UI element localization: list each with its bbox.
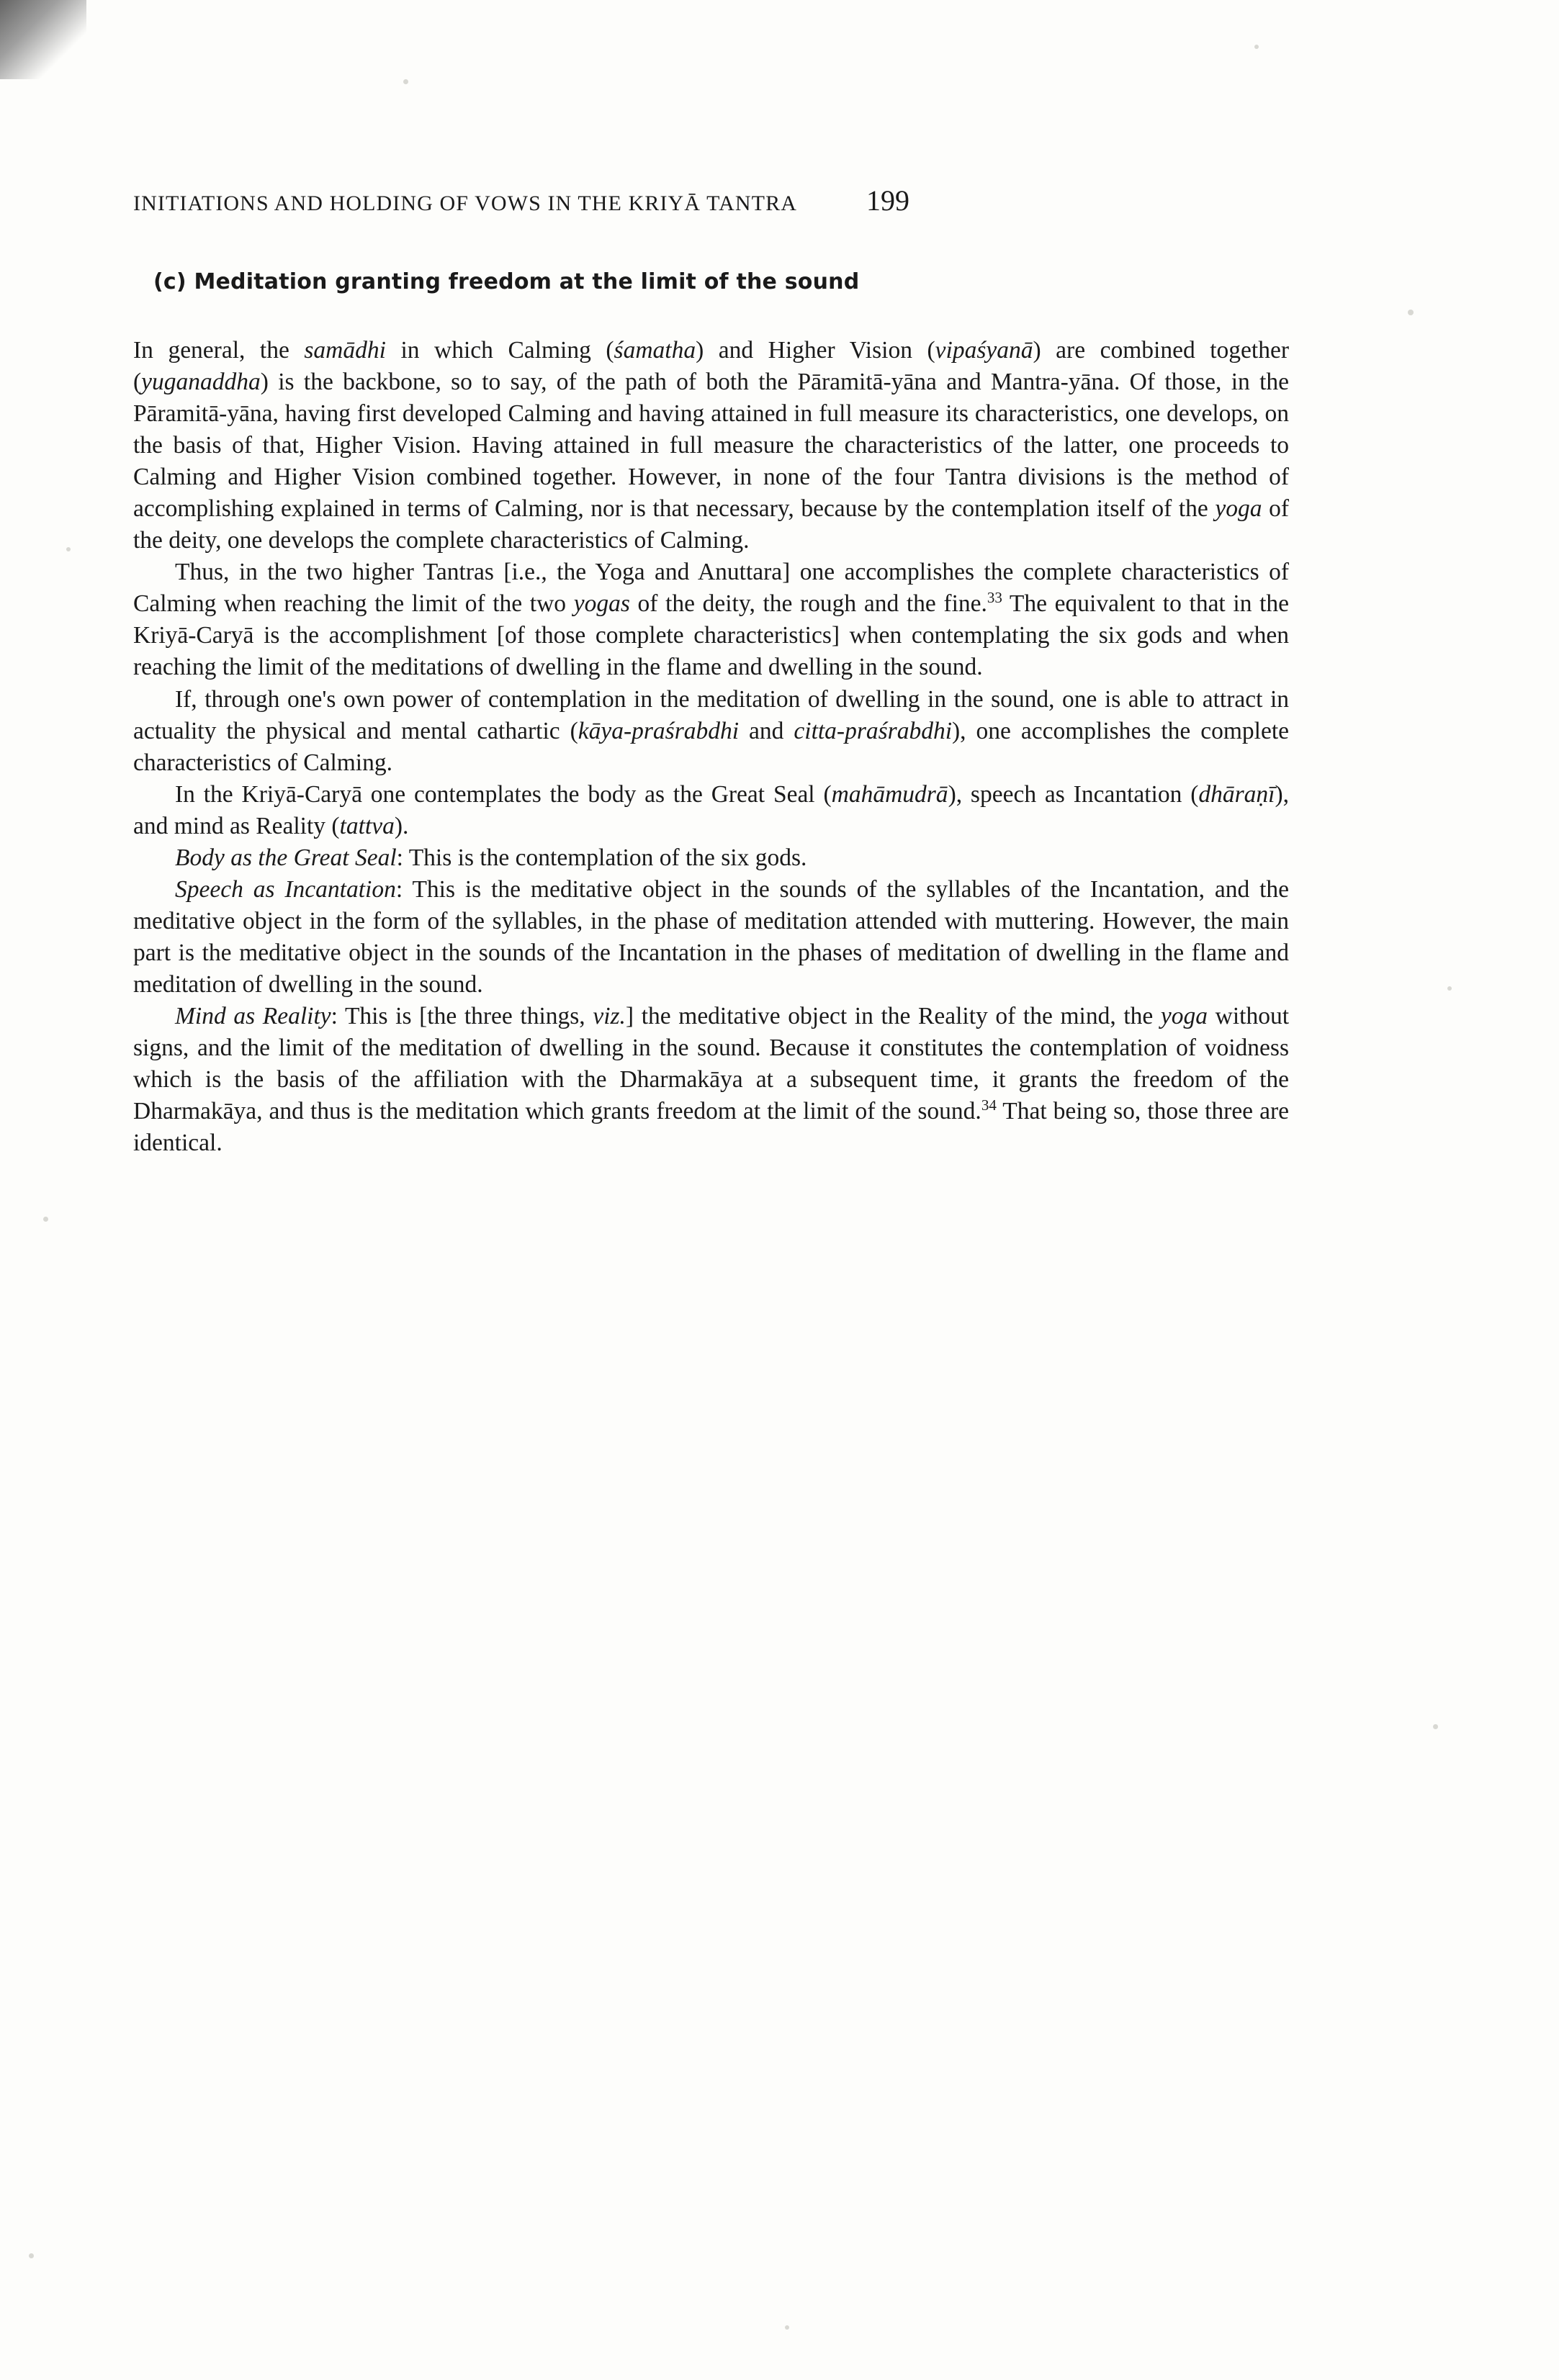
scan-speck xyxy=(403,79,408,84)
scan-speck xyxy=(1408,310,1414,315)
paragraph-6: Speech as Incantation: This is the meditative object in the sounds of the syllables of the Incantation, and the meditative object in the form of the syllables, in the phase of meditation attended with muttering. However, the main part is the meditative object in the sounds of the Incantation in the phases of meditation of dwelling in the flame and meditation of dwelling in the sound. xyxy=(133,875,1290,998)
page-number: 199 xyxy=(866,184,909,217)
paragraph-7: Mind as Reality: This is [the three things, viz.] the meditative object in the Reality of the mind, the yoga without signs, and the limit of the meditation of dwelling in the sound. Because it constitutes the contemplation of voidness which is the basis of the affiliation with the Dharmakāya at a subsequent time, it grants the freedom of the Dharmakāya, and thus is the meditation which grants freedom at the limit of the sound.$^{34}$ That being so, those three are identical. xyxy=(133,1002,1290,1157)
running-head-title: INITIATIONS AND HOLDING OF VOWS IN THE KRIYĀ TANTRA xyxy=(133,191,797,215)
scan-speck xyxy=(29,2253,34,2258)
paragraph-2: Thus, in the two higher Tantras [i.e., the Yoga and Anuttara] one accomplishes the complete characteristics of Calming when reaching the limit of the two yogas of the deity, the rough and the fine.$^{33}$ The equivalent to that in the Kriyā-Caryā is the accomplishment [of those complete characteristics] when contemplating the six gods and when reaching the limit of the meditations of dwelling in the flame and dwelling in the sound. xyxy=(133,559,1290,681)
scan-speck xyxy=(1433,1724,1438,1729)
running-head xyxy=(133,184,1289,217)
scan-speck xyxy=(785,2325,789,2330)
scan-speck xyxy=(1447,986,1452,991)
footnote-marker-34: 34 xyxy=(981,1096,997,1114)
paragraph-1: In general, the samādhi in which Calming (śamatha) and Higher Vision (vipaśyanā) are combined together (yuganaddha) is the backbone, so to say, of the path of both the Pāramitā-yāna and Mantra-yāna. Of those, in the Pāramitā-yāna, having first developed Calming and having attained in full measure its characteristics, one develops, on the basis of that, Higher Vision. Having attained in full measure the characteristics of the latter, one proceeds to Calming and Higher Vision combined together. However, in none of the four Tantra divisions is the method of accomplishing explained in terms of Calming, nor is that necessary, because by the contemplation itself of the yoga of the deity, one develops the complete characteristics of Calming. xyxy=(133,337,1289,554)
section-heading: (c) Meditation granting freedom at the limit of the sound xyxy=(153,269,860,294)
scan-corner-smudge xyxy=(0,0,86,79)
paragraph-4: In the Kriyā-Caryā one contemplates the body as the Great Seal (mahāmudrā), speech as Incantation (dhāraṇī), and mind as Reality (tattva). xyxy=(133,780,1289,839)
scan-speck xyxy=(1254,45,1259,49)
footnote-marker-33: 33 xyxy=(987,589,1002,607)
page-content xyxy=(133,184,1289,1159)
paragraph-5: Body as the Great Seal: This is the contemplation of the six gods. xyxy=(175,844,807,871)
scan-speck xyxy=(43,1217,48,1222)
paragraph-3: If, through one's own power of contemplation in the meditation of dwelling in the sound, one is able to attract in actuality the physical and mental cathartic (kāya-praśrabdhi and citta-praśrabdhi), one accomplishes the complete characteristics of Calming. xyxy=(133,685,1289,776)
scan-speck xyxy=(66,547,71,551)
